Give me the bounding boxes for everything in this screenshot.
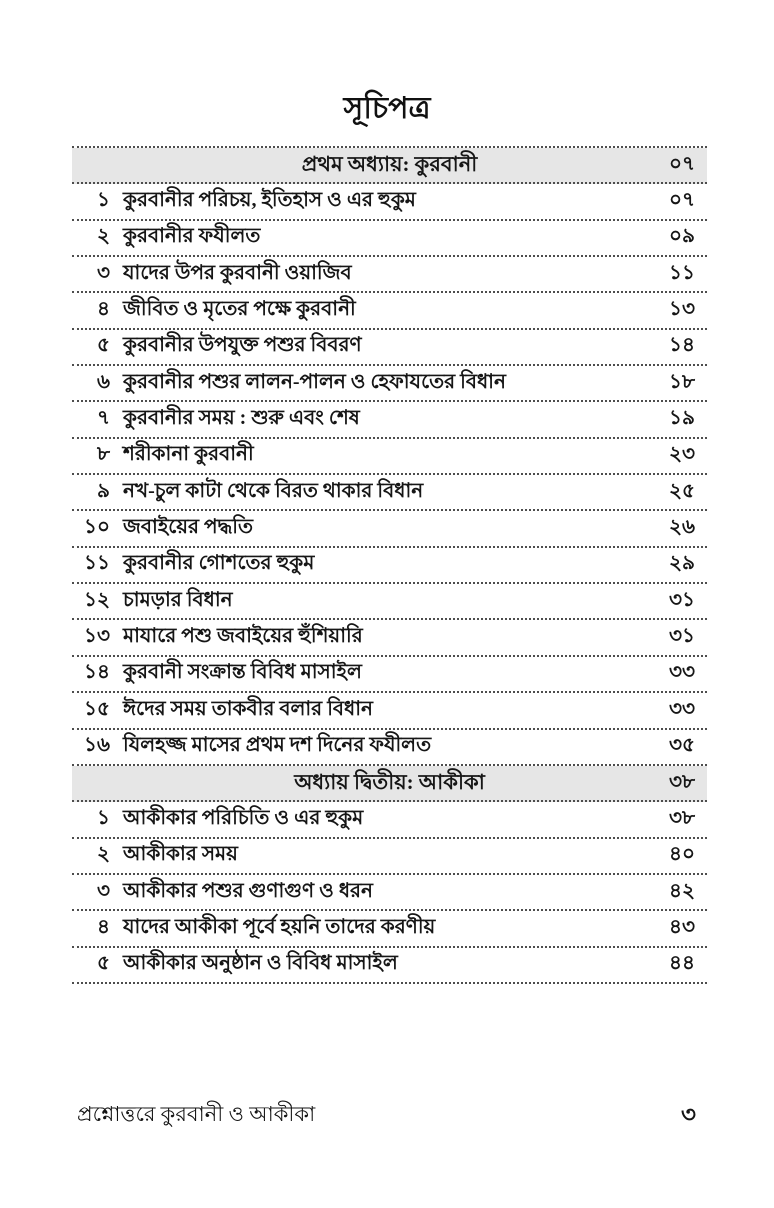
toc-row	[72, 802, 707, 838]
toc-item-serial: ১৬	[84, 734, 110, 757]
toc-row	[72, 221, 707, 257]
toc-item-title: কুরবানীর পরিচয়, ইতিহাস ও এর হুকুম	[123, 189, 416, 212]
toc-item-page: ০৯	[669, 225, 695, 248]
toc-item-page: ৪০	[669, 843, 695, 866]
toc-item-page: ৪৪	[669, 952, 695, 975]
toc-item-page: ৩৮	[669, 806, 695, 829]
toc-item-title: কুরবানীর গোশতের হুকুম	[123, 552, 315, 575]
toc-item-serial: ১২	[84, 588, 110, 611]
chapter-title: প্রথম অধ্যায়: কুরবানী	[301, 151, 478, 176]
toc-row	[72, 475, 707, 511]
toc-item-serial: ১৩	[84, 625, 110, 648]
toc-item-page: ২৫	[669, 479, 695, 502]
toc-item-serial: ৮	[97, 443, 110, 466]
toc-item-serial: ১১	[84, 552, 110, 575]
toc-item-page: ১৪	[669, 334, 695, 357]
toc-item-page: ২৯	[669, 552, 695, 575]
toc-item-title: চামড়ার বিধান	[123, 588, 233, 611]
toc-item-serial: ৫	[97, 334, 110, 357]
toc-item-title: যিলহজ্জ মাসের প্রথম দশ দিনের ফযীলত	[123, 734, 432, 757]
toc-row	[72, 839, 707, 875]
toc-row	[72, 257, 707, 293]
toc-item-serial: ১০	[84, 516, 110, 539]
toc-item-serial: ১	[97, 189, 110, 212]
toc-item-title: যাদের আকীকা পূর্বে হয়নি তাদের করণীয়	[123, 915, 436, 938]
toc-item-title: যাদের উপর কুরবানী ওয়াজিব	[123, 261, 352, 284]
footer-book-title: প্রশ্নোত্তরে কুরবানী ও আকীকা	[77, 1102, 316, 1126]
toc-item-page: ২৬	[668, 516, 695, 539]
toc-item-page: ৩৫	[669, 734, 695, 757]
toc-row	[72, 293, 707, 329]
toc-item-serial: ৭	[96, 407, 110, 430]
chapter-header-row	[72, 766, 707, 802]
toc-row	[72, 875, 707, 911]
toc-item-title: ঈদের সময় তাকবীর বলার বিধান	[123, 697, 373, 720]
toc-item-page: ১১	[669, 261, 695, 284]
toc-item-page: ৩১	[669, 588, 695, 611]
toc-item-title: জীবিত ও মৃতের পক্ষে কুরবানী	[123, 298, 356, 321]
toc-item-title: আকীকার পশুর গুণাগুণ ও ধরন	[123, 879, 373, 902]
toc-item-serial: ৪	[97, 915, 110, 938]
toc-item-page: ১৯	[669, 407, 695, 430]
page-footer	[0, 1096, 774, 1130]
toc-item-title: নখ-চুল কাটা থেকে বিরত থাকার বিধান	[123, 479, 424, 502]
toc-item-title: জবাইয়ের পদ্ধতি	[123, 516, 254, 539]
toc-item-page: ৩৩	[668, 697, 695, 720]
page-title: সূচিপত্র	[343, 92, 431, 125]
toc-item-serial: ১৪	[84, 661, 110, 684]
toc-row	[72, 330, 707, 366]
toc-item-title: কুরবানীর উপযুক্ত পশুর বিবরণ	[123, 334, 362, 357]
toc-item-serial: ৩	[96, 261, 110, 284]
toc-item-page: ০৭	[668, 189, 695, 212]
chapter-header-row	[72, 148, 707, 184]
toc-item-title: কুরবানীর পশুর লালন-পালন ও হেফাযতের বিধান	[123, 370, 506, 393]
footer-page-number: ৩	[681, 1102, 696, 1127]
toc-row	[72, 439, 707, 475]
toc-row	[72, 657, 707, 693]
toc-item-page: ৩৩	[668, 661, 695, 684]
toc-item-serial: ৬	[96, 370, 110, 393]
toc-item-title: আকীকার অনুষ্ঠান ও বিবিধ মাসাইল	[123, 952, 398, 975]
toc-item-title: কুরবানীর ফযীলত	[123, 225, 261, 248]
toc-item-title: আকীকার পরিচিতি ও এর হুকুম	[123, 806, 364, 829]
toc-item-serial: ১৫	[84, 697, 110, 720]
toc-item-page: ৪২	[669, 879, 695, 902]
table-of-contents	[72, 146, 707, 984]
toc-item-serial: ৩	[96, 879, 110, 902]
toc-item-serial: ২	[96, 225, 110, 248]
toc-item-page: ১৩	[669, 298, 695, 321]
toc-item-serial: ৪	[97, 298, 110, 321]
toc-item-serial: ২	[96, 843, 110, 866]
toc-item-serial: ৯	[97, 479, 110, 502]
toc-item-title: শরীকানা কুরবানী	[123, 443, 254, 466]
chapter-page-number: ০৭	[668, 152, 695, 175]
toc-item-title: মাযারে পশু জবাইয়ের হুঁশিয়ারি	[123, 625, 363, 648]
toc-row	[72, 693, 707, 729]
toc-row	[72, 620, 707, 656]
toc-row	[72, 548, 707, 584]
toc-item-page: ২৩	[668, 443, 695, 466]
toc-row	[72, 584, 707, 620]
toc-row	[72, 184, 707, 220]
toc-item-page: ৪৩	[669, 915, 695, 938]
toc-item-title: কুরবানীর সময় : শুরু এবং শেষ	[123, 407, 360, 430]
toc-row	[72, 402, 707, 438]
toc-row	[72, 730, 707, 766]
toc-row	[72, 948, 707, 984]
toc-item-page: ৩১	[669, 625, 695, 648]
toc-item-title: কুরবানী সংক্রান্ত বিবিধ মাসাইল	[123, 661, 362, 684]
chapter-page-number: ৩৮	[669, 770, 695, 793]
toc-row	[72, 911, 707, 947]
toc-item-page: ১৮	[669, 370, 695, 393]
toc-row	[72, 366, 707, 402]
toc-item-serial: ১	[97, 806, 110, 829]
toc-row	[72, 511, 707, 547]
toc-item-serial: ৫	[97, 952, 110, 975]
chapter-title: অধ্যায় দ্বিতীয়: আকীকা	[294, 769, 485, 794]
toc-item-title: আকীকার সময়	[123, 843, 238, 866]
